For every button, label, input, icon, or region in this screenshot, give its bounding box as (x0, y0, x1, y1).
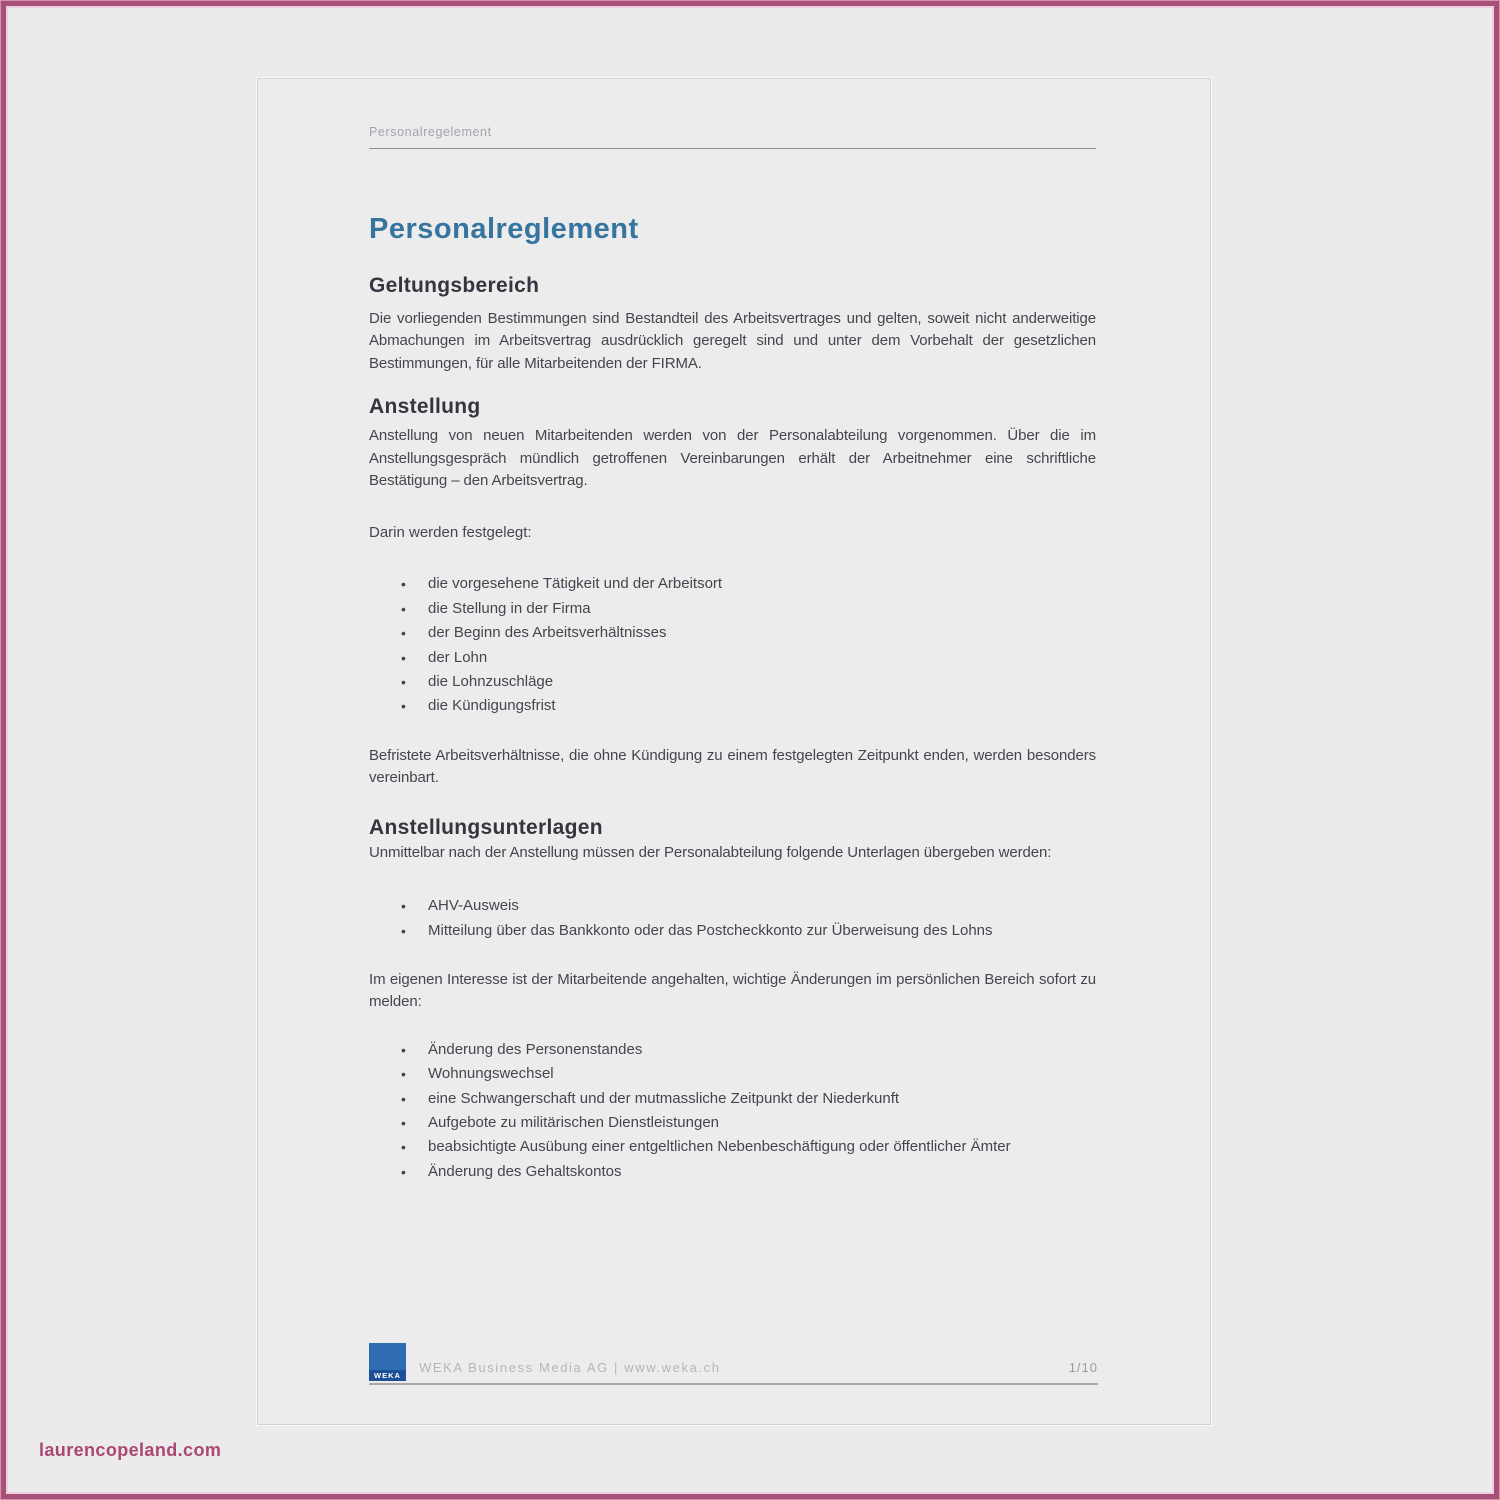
list-item: • AHV-Ausweis (369, 894, 1096, 918)
list-intro-festgelegt: Darin werden festgelegt: (369, 524, 532, 542)
list-item: • der Beginn des Arbeitsverhältnisses (369, 621, 1096, 645)
list-item: • die Stellung in der Firma (369, 597, 1096, 621)
bullet-icon: • (401, 576, 406, 593)
list-item: • Mitteilung über das Bankkonto oder das Postcheckkonto zur Überweisung des Lohns (369, 919, 1096, 943)
list-item: • Änderung des Personenstandes (369, 1038, 1096, 1062)
paragraph-geltungsbereich: Die vorliegenden Bestimmungen sind Bestandteil des Arbeitsvertrages und gelten, soweit nicht anderweitige Abmachungen im Arbeitsvertrag ausdrücklich geregelt sind und unter dem Vorbehalt der gesetzlichen Bestimmungen, für alle Mitarbeitenden der FIRMA. (369, 310, 1096, 372)
list-item: • eine Schwangerschaft und der mutmassliche Zeitpunkt der Niederkunft (369, 1087, 1096, 1111)
document-page (257, 78, 1211, 1425)
bullet-icon: • (401, 1090, 406, 1107)
weka-logo-label: WEKA (369, 1370, 406, 1381)
page-content (258, 79, 1210, 1184)
page-title: Personalreglement (369, 213, 639, 245)
list-item: • die vorgesehene Tätigkeit und der Arbeitsort (369, 572, 1096, 596)
bullet-icon: • (401, 649, 406, 666)
paragraph-unterlagen: Unmittelbar nach der Anstellung müssen der Personalabteilung folgende Unterlagen übergeben werden: (369, 843, 1052, 861)
festgelegt-list (369, 572, 1096, 718)
section-heading-anstellung: Anstellung (369, 395, 481, 419)
list-item: • Änderung des Gehaltskontos (369, 1160, 1096, 1184)
bullet-icon: • (401, 674, 406, 691)
list-item: • Aufgebote zu militärischen Dienstleistungen (369, 1111, 1096, 1135)
list-item: • beabsichtigte Ausübung einer entgeltlichen Nebenbeschäftigung oder öffentlicher Ämter (369, 1135, 1096, 1159)
list-item: • die Kündigungsfrist (369, 694, 1096, 718)
bullet-icon: • (401, 625, 406, 642)
melden-list (369, 1038, 1096, 1184)
unterlagen-list (369, 894, 1096, 943)
bullet-icon: • (401, 698, 406, 715)
footer-publisher-text: WEKA Business Media AG | www.weka.ch (419, 1360, 721, 1375)
list-item: • Wohnungswechsel (369, 1062, 1096, 1086)
page-footer (369, 1343, 1098, 1385)
bullet-icon: • (401, 1066, 406, 1083)
bullet-icon: • (401, 1139, 406, 1156)
bullet-icon: • (401, 1114, 406, 1131)
running-header: Personalregelement (369, 125, 1096, 149)
section-heading-geltungsbereich: Geltungsbereich (369, 274, 540, 297)
watermark-text: laurencopeland.com (39, 1440, 222, 1460)
bullet-icon: • (401, 1041, 406, 1058)
bullet-icon: • (401, 1163, 406, 1180)
bullet-icon: • (401, 898, 406, 915)
list-item: • die Lohnzuschläge (369, 670, 1096, 694)
section-heading-anstellungsunterlagen: Anstellungsunterlagen (369, 815, 603, 839)
weka-logo-icon (369, 1343, 406, 1381)
page-number: 1/10 (1068, 1360, 1098, 1375)
paragraph-anstellung: Anstellung von neuen Mitarbeitenden werden von der Personalabteilung vorgenommen. Über die im Anstellungsgespräch mündlich getroffenen Vereinbarungen erhält der Arbeitnehmer eine schriftliche Bestätigung – den Arbeitsvertrag. (369, 427, 1096, 490)
bullet-icon: • (401, 600, 406, 617)
paragraph-melden: Im eigenen Interesse ist der Mitarbeitende angehalten, wichtige Änderungen im persönlichen Bereich sofort zu melden: (369, 970, 1096, 1011)
list-item: • der Lohn (369, 646, 1096, 670)
bullet-icon: • (401, 922, 406, 939)
paragraph-befristete: Befristete Arbeitsverhältnisse, die ohne Kündigung zu einem festgelegten Zeitpunkt enden, werden besonders vereinbart. (369, 746, 1096, 787)
